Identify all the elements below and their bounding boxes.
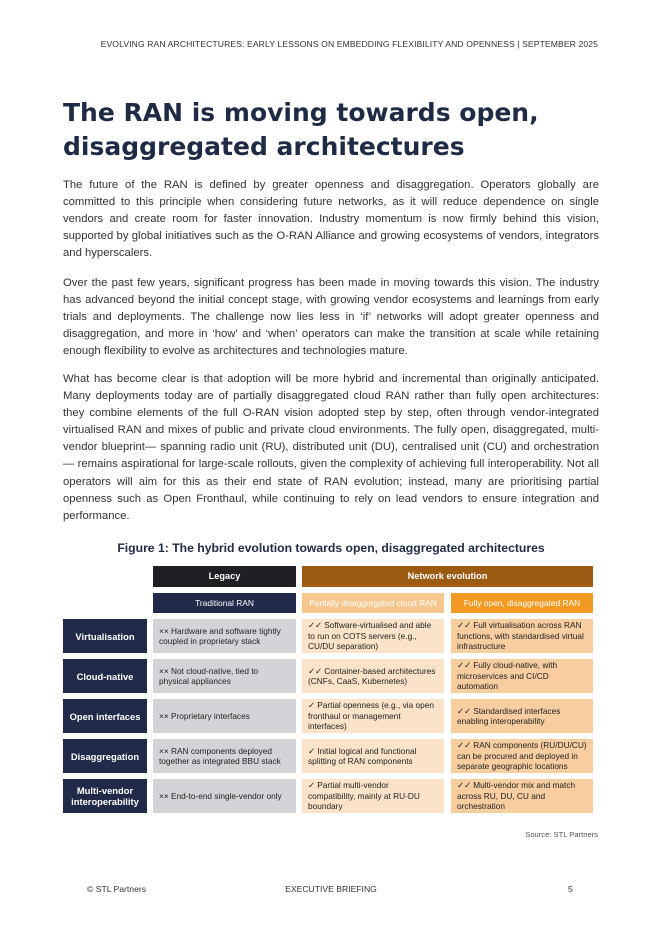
body-paragraph-2: Over the past few years, significant progress has been made in moving towards this vision. The industry has advanced beyond the initial concept stage, with growing vendor ecosystems and learnings from early trials and deployments. The challenge now lies less in ‘if’ networks will adopt greater openness and disaggregation, and more in ‘how’ and ‘when’ operators can make the transition at scale while retaining enough flexibility to evolve as architectures and technologies mature. bbox=[63, 277, 599, 358]
column-header-traditional-ran: Traditional RAN bbox=[153, 593, 296, 613]
group-header-network-evolution: Network evolution bbox=[302, 566, 593, 587]
row-label-multi-vendor: Multi-vendor interoperability bbox=[63, 779, 147, 813]
cell-open-interfaces-full: ✓✓ Standardised interfaces enabling interoperability bbox=[451, 699, 593, 733]
cell-virtualisation-partial: ✓✓ Software-virtualised and able to run on COTS servers (e.g., CU/DU separation) bbox=[302, 619, 444, 653]
row-label-open-interfaces: Open interfaces bbox=[63, 699, 147, 733]
cell-disaggregation-legacy: ×× RAN components deployed together as integrated BBU stack bbox=[153, 739, 296, 773]
cell-multi-vendor-legacy: ×× End-to-end single-vendor only bbox=[153, 779, 296, 813]
cell-virtualisation-legacy: ×× Hardware and software tightly coupled in proprietary stack bbox=[153, 619, 296, 653]
cell-cloud-native-partial: ✓✓ Container-based architectures (CNFs, CaaS, Kubernetes) bbox=[302, 659, 444, 693]
group-header-legacy: Legacy bbox=[153, 566, 296, 587]
page-title-line-1: The RAN is moving towards open, bbox=[63, 98, 539, 127]
row-label-disaggregation: Disaggregation bbox=[63, 739, 147, 773]
row-label-cloud-native: Cloud-native bbox=[63, 659, 147, 693]
column-header-partial-cloud-ran: Partially disaggregated cloud RAN bbox=[302, 593, 444, 613]
page-title bbox=[63, 96, 603, 164]
footer-copyright: © STL Partners bbox=[87, 884, 147, 894]
cell-disaggregation-partial: ✓ Initial logical and functional splitting of RAN components bbox=[302, 739, 444, 773]
column-header-fully-open-ran: Fully open, disaggregated RAN bbox=[451, 593, 593, 613]
cell-disaggregation-full: ✓✓ RAN components (RU/DU/CU) can be procured and deployed in separate geographic locations bbox=[451, 739, 593, 773]
running-header: EVOLVING RAN ARCHITECTURES: EARLY LESSONS ON EMBEDDING FLEXIBILITY AND OPENNESS | SEPTEMBER 2025 bbox=[100, 39, 598, 49]
cell-virtualisation-full: ✓✓ Full virtualisation across RAN functions, with standardised virtual infrastructure bbox=[451, 619, 593, 653]
footer-document-type: EXECUTIVE BRIEFING bbox=[285, 884, 377, 894]
figure-title: Figure 1: The hybrid evolution towards open, disaggregated architectures bbox=[117, 541, 545, 555]
footer-page-number: 5 bbox=[568, 884, 573, 894]
cell-open-interfaces-partial: ✓ Partial openness (e.g., via open fronthaul or management interfaces) bbox=[302, 699, 444, 733]
cell-multi-vendor-partial: ✓ Partial multi-vendor compatibility, mainly at RU-DU boundary bbox=[302, 779, 444, 813]
cell-multi-vendor-full: ✓✓ Multi-vendor mix and match across RU, DU, CU and orchestration bbox=[451, 779, 593, 813]
page-title-line-2: disaggregated architectures bbox=[63, 132, 465, 161]
cell-cloud-native-full: ✓✓ Fully cloud-native, with microservices and CI/CD automation bbox=[451, 659, 593, 693]
figure-source: Source: STL Partners bbox=[525, 830, 598, 839]
body-paragraph-3: What has become clear is that adoption will be more hybrid and incremental than originally anticipated. Many deployments today are of partially disaggregated cloud RAN rather than fully open architectures: they combine elements of the full O-RAN vision adopted step by step, often through vendor-integrated virtualised RAN and mixes of public and private cloud environments. The fully open, disaggregated, multi-vendor blueprint— spanning radio unit (RU), distributed unit (DU), centralised unit (CU) and orchestration — remains aspirational for large-scale rollouts, given the complexity of achieving full interoperability. Not all operators will aim for this as their end state of RAN evolution; instead, many are prioritising partial openness such as Open Fronthaul, while continuing to rely on lead vendors to ensure integration and performance. bbox=[63, 373, 599, 522]
cell-cloud-native-legacy: ×× Not cloud-native, tied to physical appliances bbox=[153, 659, 296, 693]
row-label-virtualisation: Virtualisation bbox=[63, 619, 147, 653]
cell-open-interfaces-legacy: ×× Proprietary interfaces bbox=[153, 699, 296, 733]
body-paragraph-1: The future of the RAN is defined by greater openness and disaggregation. Operators globally are committed to this principle when considering future networks, as it will reduce dependence on single vendors and create room for faster innovation. Industry momentum is now firmly behind this vision, supported by global initiatives such as the O-RAN Alliance and growing ecosystems of vendors, integrators and hyperscalers. bbox=[63, 179, 599, 260]
